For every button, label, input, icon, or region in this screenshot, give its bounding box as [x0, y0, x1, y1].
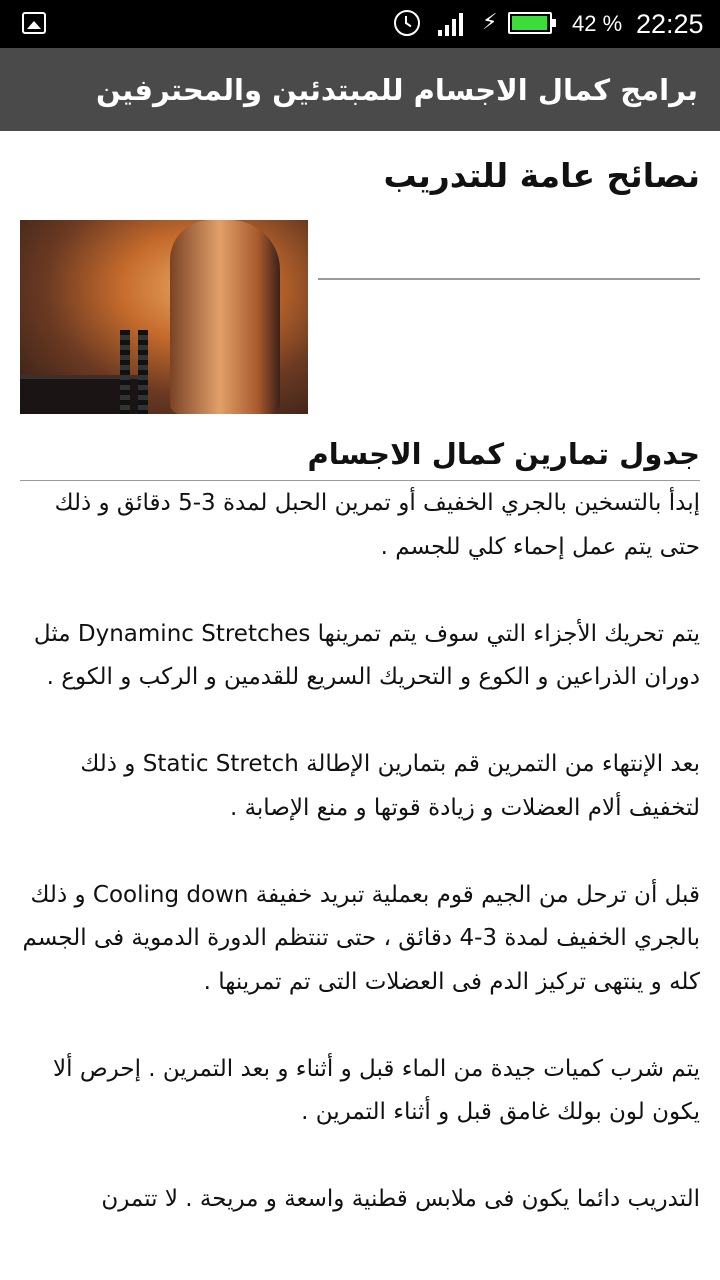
paragraph: يتم تحريك الأجزاء التي سوف يتم تمرينها Dynaminc Stretches مثل دوران الذراعين و الكوع و التحريك السريع للقدمين و الركب و الكوع .	[33, 620, 700, 690]
alarm-icon	[394, 10, 420, 36]
clock-time: 22:25	[636, 9, 704, 39]
paragraph: إبدأ بالتسخين بالجري الخفيف أو تمرين الحبل لمدة 3-5 دقائق و ذلك حتى يتم عمل إحماء كلي للجسم .	[54, 490, 700, 560]
divider	[318, 278, 700, 280]
battery-percent: 42 %	[572, 11, 623, 36]
gallery-notification-icon	[22, 12, 46, 34]
hero-image	[20, 220, 308, 414]
app-title: برامج كمال الاجسام للمبتدئين والمحترفين	[96, 73, 698, 107]
divider	[20, 480, 700, 481]
hero-weight-bar	[120, 330, 130, 414]
article-body	[18, 482, 700, 1222]
scroll-fade	[0, 1258, 720, 1280]
signal-strength-icon	[438, 12, 464, 36]
page-title: نصائح عامة للتدريب	[383, 156, 700, 195]
hero-weight-bar	[138, 330, 148, 414]
section-heading: جدول تمارين كمال الاجسام	[307, 437, 700, 471]
hero-athlete-figure	[170, 220, 280, 414]
paragraph: التدريب دائما يكون فى ملابس قطنية واسعة و مريحة . لا تتمرن	[101, 1186, 700, 1212]
paragraph: يتم شرب كميات جيدة من الماء قبل و أثناء و بعد التمرين . إحرص ألا يكون لون بولك غامق قبل و أثناء التمرين .	[53, 1055, 700, 1125]
battery-level-fill	[512, 16, 547, 30]
paragraph: بعد الإنتهاء من التمرين قم بتمارين الإطالة Static Stretch و ذلك لتخفيف ألام العضلات و زيادة قوتها و منع الإصابة .	[80, 751, 700, 821]
app-toolbar	[0, 48, 720, 131]
charging-bolt-icon: ⚡	[482, 10, 498, 35]
paragraph: قبل أن ترحل من الجيم قوم بعملية تبريد خفيفة Cooling down و ذلك بالجري الخفيف لمدة 3-4 دقائق ، حتى تنتظم الدورة الدموية فى الجسم كله و ينتهى تركيز الدم فى العضلات التى تم تمرينها .	[22, 881, 700, 995]
battery-icon	[508, 12, 552, 34]
status-bar	[0, 0, 720, 48]
